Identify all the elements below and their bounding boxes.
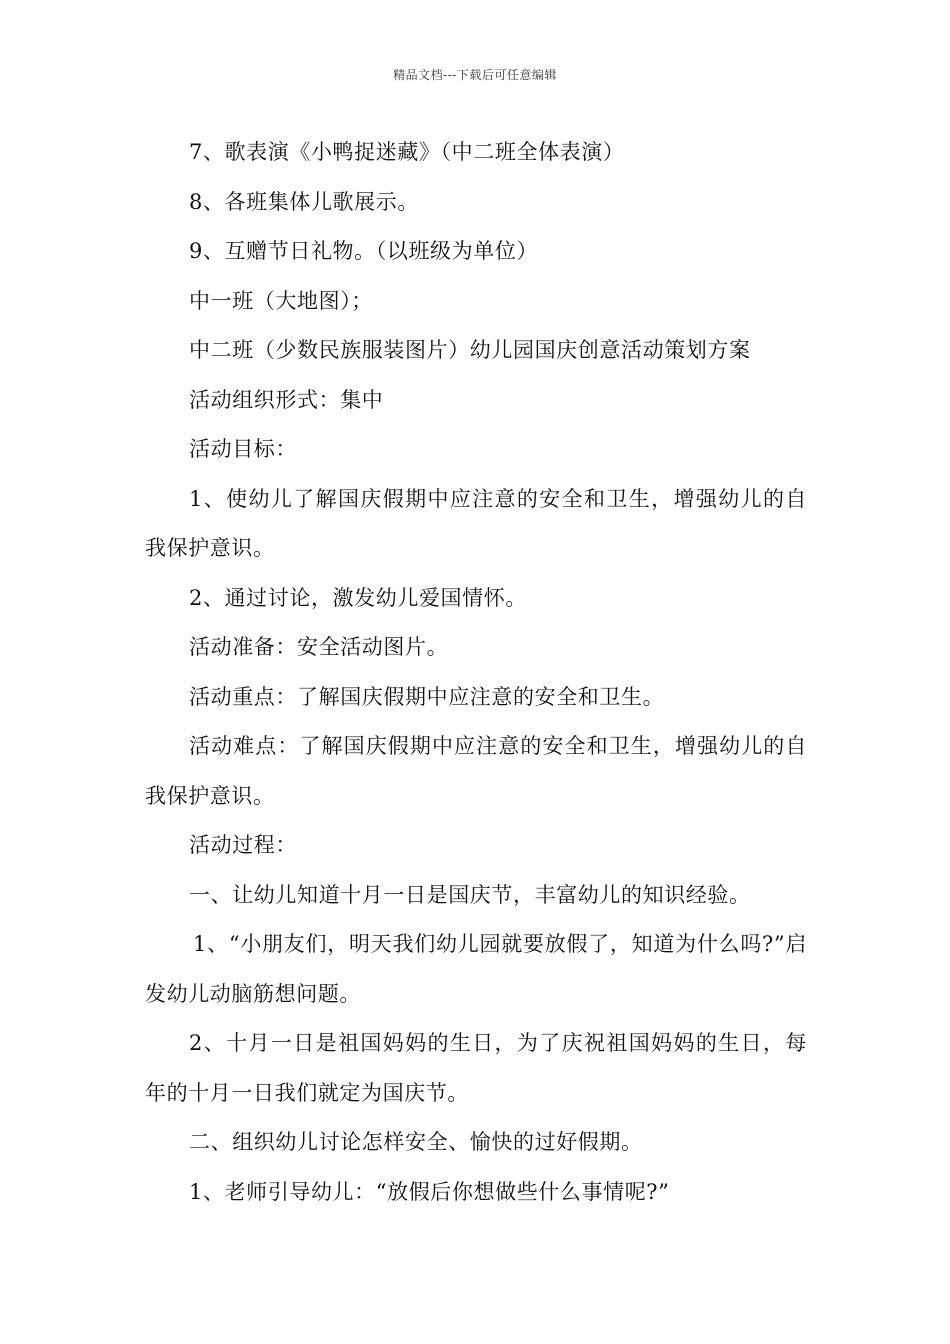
paragraph-format: 活动组织形式：集中 — [189, 387, 384, 412]
paragraph-class-2-title: 中二班（少数民族服装图片）幼儿园国庆创意活动策划方案 — [189, 338, 751, 362]
paragraph-preparation: 活动准备：安全活动图片。 — [189, 635, 449, 659]
paragraph-step-two-1: 1、老师引导幼儿：“放假后你想做些什么事情呢?” — [189, 1179, 670, 1204]
paragraph-goal-2: 2、通过讨论，激发幼儿爱国情怀。 — [189, 585, 527, 610]
paragraph-item-9: 9、互赠节日礼物。（以班级为单位） — [189, 239, 539, 263]
paragraph-step-two: 二、组织幼儿讨论怎样安全、愉快的过好假期。 — [189, 1130, 643, 1154]
paragraph-key-point: 活动重点：了解国庆假期中应注意的安全和卫生。 — [189, 684, 665, 709]
paragraph-item-8: 8、各班集体儿歌展示。 — [189, 189, 419, 214]
paragraph-step-one-1: 1、“小朋友们，明天我们幼儿园就要放假了，知道为什么吗?”启发幼儿动脑筋想问题。 — [145, 932, 807, 1006]
paragraph-difficulty: 活动难点：了解国庆假期中应注意的安全和卫生，增强幼儿的自我保护意识。 — [145, 734, 807, 808]
paragraph-item-7: 7、歌表演《小鸭捉迷藏》（中二班全体表演） — [189, 140, 625, 164]
paragraph-process-heading: 活动过程： — [189, 833, 297, 857]
page-header: 精品文档---下载后可任意编辑 — [393, 68, 557, 82]
document-body — [145, 128, 807, 1217]
paragraph-goals-heading: 活动目标： — [189, 437, 297, 461]
paragraph-goal-1: 1、使幼儿了解国庆假期中应注意的安全和卫生，增强幼儿的自我保护意识。 — [145, 486, 807, 560]
paragraph-class-1: 中一班（大地图）； — [189, 288, 373, 313]
paragraph-step-one-2: 2、十月一日是祖国妈妈的生日，为了庆祝祖国妈妈的生日，每年的十月一日我们就定为国庆节。 — [145, 1031, 807, 1105]
paragraph-step-one: 一、让幼儿知道十月一日是国庆节，丰富幼儿的知识经验。 — [189, 882, 751, 907]
